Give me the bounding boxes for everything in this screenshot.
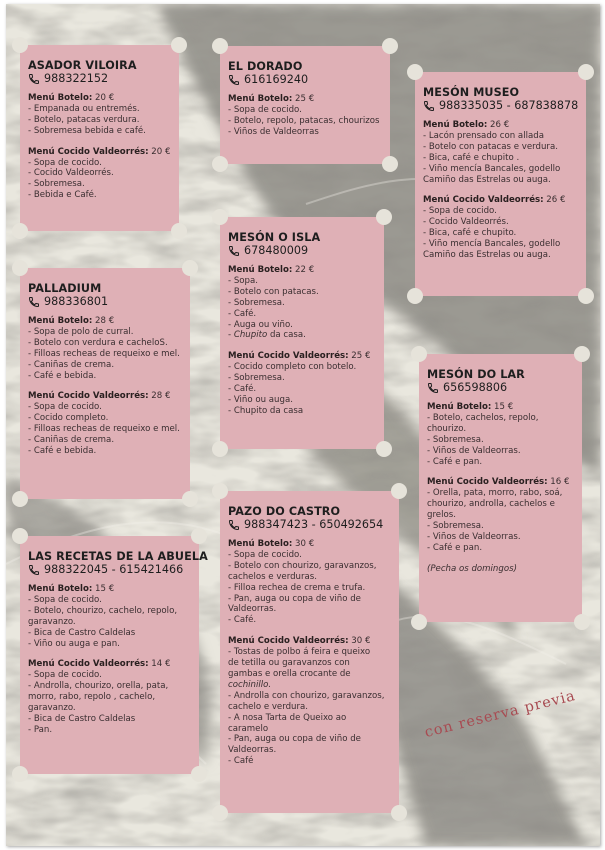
menu-section: Menú Botelo: 30 € - Sopa de cocido. - Botelo con chourizo, garavanzos, cachelos e verduras. - Filloa rechea de crema e trufa. - Pan, auga ou copa de viño de Valdeorras. - Café.	[228, 539, 377, 626]
restaurant-name: EL DORADO	[228, 60, 303, 73]
restaurant-card-pazo-do-castro	[220, 491, 399, 813]
menu-section: Menú Cocido Valdeorrés: 30 € - Tostas de polbo á feira e queixo de tetilla ou garavanzos con gambas e orella crocante de cochinillo. - Androlla con chourizo, garavanzos, cachelo e verdura. - A nosa Tarta de Queixo ao caramelo - Pan, auga ou copa de viño de Valdeorras. - Café	[228, 636, 385, 767]
restaurant-phone: 988335035 - 687838878	[423, 99, 578, 113]
restaurant-name: MESÓN O ISLA	[228, 231, 321, 244]
menu-section: Menú Cocido Valdeorrés: 14 € - Sopa de cocido. - Androlla, chourizo, orella, pata, morro, rabo, repolo , cachelo, garavanzo. - Bica de Castro Caldelas - Pan.	[28, 659, 171, 735]
restaurant-phone: 988322152	[28, 72, 171, 86]
restaurant-name: ASADOR VILOIRA	[28, 59, 137, 72]
phone-icon	[228, 245, 240, 257]
restaurant-card-asador-viloira	[20, 45, 179, 231]
restaurant-card-meson-do-lar	[419, 354, 582, 622]
menu-section: Menú Cocido Valdeorrés: 26 € - Sopa de cocido. - Cocido Valdeorrés. - Bica, café e chupito. - Viño mencía Bancales, godello Camiño das Estrelas ou auga.	[423, 195, 566, 260]
phone-icon	[423, 100, 435, 112]
restaurant-card-las-recetas-de-la-abuela	[20, 536, 208, 774]
phone-icon	[28, 296, 40, 308]
restaurant-phone: 988347423 - 650492654	[228, 518, 391, 532]
menu-section: Menú Botelo: 26 € - Lacón prensado con allada - Botelo con patacas e verdura. - Bica, café e chupito . - Viño mencía Bancales, godello Camiño das Estrelas ou auga.	[423, 120, 561, 185]
menu-section: Menú Botelo: 22 € - Sopa. - Botelo con patacas. - Sobremesa. - Café. - Auga ou viño. - Chupito da casa.	[228, 265, 319, 341]
restaurant-phone: 656598806	[427, 381, 574, 395]
restaurant-name: LAS RECETAS DE LA ABUELA	[28, 550, 208, 563]
restaurant-name: MESÓN MUSEO	[423, 86, 520, 99]
restaurant-card-meson-o-isla	[220, 217, 384, 449]
menu-section: Menú Botelo: 28 € - Sopa de polo de curral. - Botelo con verdura e cacheloS. - Filloas recheas de requeixo e mel. - Caniñas de crema. - Café e bebida.	[28, 316, 180, 381]
restaurant-card-palladium	[20, 268, 190, 499]
closing-note: (Pecha os domingos)	[427, 563, 517, 574]
restaurant-name: PAZO DO CASTRO	[228, 505, 341, 518]
restaurant-name: MESÓN DO LAR	[427, 368, 525, 381]
reservation-stamp: con reserva previa	[423, 687, 578, 741]
menu-section: Menú Cocido Valdeorrés: 20 € - Sopa de cocido. - Cocido Valdeorrés. - Sobremesa. - Bebida e Café.	[28, 146, 171, 201]
menu-section: Menú Botelo: 15 € - Sopa de cocido. - Botelo, chourizo, cachelo, repolo, garavanzo. - Bica de Castro Caldelas - Viño ou auga e pan.	[28, 584, 178, 649]
menu-section: Menú Cocido Valdeorrés: 16 € - Orella, pata, morro, rabo, soá, chourizo, androlla, cachelos e grelos. - Sobremesa. - Viños de Valdeorras. - Café e pan.	[427, 477, 570, 553]
restaurant-card-meson-museo	[415, 72, 586, 296]
restaurant-phone: 678480009	[228, 244, 376, 258]
restaurant-card-el-dorado	[220, 46, 390, 164]
phone-icon	[28, 564, 40, 576]
restaurant-name: PALLADIUM	[28, 282, 102, 295]
menu-section: Menú Botelo: 15 € - Botelo, cachelos, repolo, chourizo. - Sobremesa. - Viños de Valdeorras. - Café e pan.	[427, 402, 539, 467]
menu-section: Menú Botelo: 20 € - Empanada ou entremés. - Botelo, patacas verdura. - Sobremesa bebida e café.	[28, 93, 146, 136]
phone-icon	[28, 73, 40, 85]
phone-icon	[427, 382, 439, 394]
restaurant-phone: 988322045 - 615421466	[28, 563, 191, 577]
phone-icon	[228, 74, 240, 86]
menu-section: Menú Cocido Valdeorrés: 28 € - Sopa de cocido. - Cocido completo. - Filloas recheas de requeixo e mel. - Caniñas de crema. - Café e bebida.	[28, 391, 180, 456]
menu-section: Menú Botelo: 25 € - Sopa de cocido. - Botelo, repolo, patacas, chourizos - Viños de Valdeorras	[228, 94, 380, 137]
menu-section: Menú Cocido Valdeorrés: 25 € - Cocido completo con botelo. - Sobremesa. - Café. - Viño ou auga. - Chupito da casa	[228, 351, 371, 416]
restaurant-phone: 616169240	[228, 73, 382, 87]
phone-icon	[228, 519, 240, 531]
restaurant-phone: 988336801	[28, 295, 182, 309]
